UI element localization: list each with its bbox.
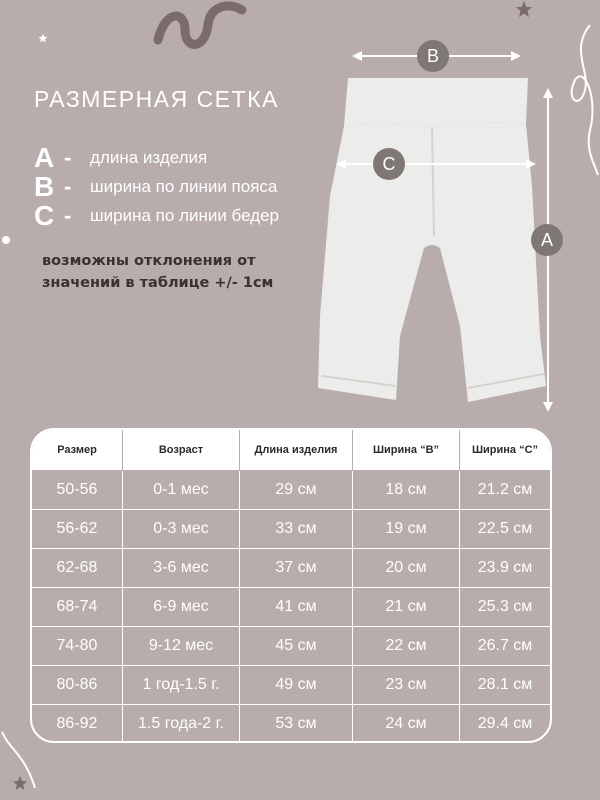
tolerance-note: возможны отклонения от значений в таблице +/- 1см xyxy=(42,253,274,291)
table-row xyxy=(32,666,550,705)
cell-width-c: 22.5 см xyxy=(460,510,551,549)
legend-text: ширина по линии бедер xyxy=(90,205,280,225)
cell-width-b: 20 см xyxy=(353,549,460,588)
cell-width-c: 26.7 см xyxy=(460,627,551,666)
cell-width-b: 23 см xyxy=(353,666,460,705)
cell-size: 50-56 xyxy=(32,471,123,510)
page-title: РАЗМЕРНАЯ СЕТКА xyxy=(34,86,279,112)
cell-width-c: 29.4 см xyxy=(460,705,551,744)
legend-letter: A xyxy=(34,141,55,173)
legend-letter: B xyxy=(34,170,55,202)
small-star-icon xyxy=(38,33,48,43)
label-a-marker: A xyxy=(531,224,563,256)
pants-illustration xyxy=(300,36,570,416)
cell-age: 1 год-1.5 г. xyxy=(123,666,240,705)
cell-width-b: 21 см xyxy=(353,588,460,627)
cell-size: 74-80 xyxy=(32,627,123,666)
squiggle-decoration xyxy=(150,0,250,60)
cell-size: 56-62 xyxy=(32,510,123,549)
cell-width-b: 22 см xyxy=(353,627,460,666)
header-size: Размер xyxy=(32,430,123,471)
table-row xyxy=(32,471,550,510)
cell-length: 29 см xyxy=(240,471,353,510)
cell-age: 3-6 мес xyxy=(123,549,240,588)
cell-width-b: 19 см xyxy=(353,510,460,549)
header-width-b: Ширина “B” xyxy=(353,430,460,471)
header-length: Длина изделия xyxy=(240,430,353,471)
legend-dash: - xyxy=(64,144,72,170)
cell-width-b: 24 см xyxy=(353,705,460,744)
legend-letter: C xyxy=(34,199,55,231)
legend-dash: - xyxy=(64,202,72,228)
cell-size: 68-74 xyxy=(32,588,123,627)
cell-size: 86-92 xyxy=(32,705,123,744)
cell-length: 45 см xyxy=(240,627,353,666)
cell-width-c: 23.9 см xyxy=(460,549,551,588)
cell-width-c: 25.3 см xyxy=(460,588,551,627)
table-row xyxy=(32,627,550,666)
measurement-legend xyxy=(34,143,279,230)
table-row xyxy=(32,510,550,549)
legend-row-b xyxy=(34,172,279,201)
cell-length: 37 см xyxy=(240,549,353,588)
cell-length: 33 см xyxy=(240,510,353,549)
cell-age: 6-9 мес xyxy=(123,588,240,627)
cell-age: 0-3 мес xyxy=(123,510,240,549)
cell-width-c: 21.2 см xyxy=(460,471,551,510)
size-table xyxy=(30,428,552,743)
cell-length: 53 см xyxy=(240,705,353,744)
cell-size: 80-86 xyxy=(32,666,123,705)
cell-length: 41 см xyxy=(240,588,353,627)
header-width-c: Ширина “C” xyxy=(460,430,551,471)
dot-decoration xyxy=(2,236,10,244)
cell-age: 1.5 года-2 г. xyxy=(123,705,240,744)
header-age: Возраст xyxy=(123,430,240,471)
cell-width-c: 28.1 см xyxy=(460,666,551,705)
cell-age: 0-1 мес xyxy=(123,471,240,510)
legend-dash: - xyxy=(64,173,72,199)
table-row xyxy=(32,705,550,744)
table-header-row xyxy=(32,430,550,471)
label-b-marker: B xyxy=(417,40,449,72)
legend-row-a xyxy=(34,143,279,172)
cell-age: 9-12 мес xyxy=(123,627,240,666)
table-row xyxy=(32,588,550,627)
star-icon xyxy=(515,0,533,18)
legend-text: ширина по линии пояса xyxy=(90,176,278,196)
label-c-marker: C xyxy=(373,148,405,180)
cell-length: 49 см xyxy=(240,666,353,705)
legend-text: длина изделия xyxy=(90,147,208,167)
cell-width-b: 18 см xyxy=(353,471,460,510)
cell-size: 62-68 xyxy=(32,549,123,588)
wave-decoration-left xyxy=(0,730,40,790)
legend-row-c xyxy=(34,201,279,230)
table-row xyxy=(32,549,550,588)
